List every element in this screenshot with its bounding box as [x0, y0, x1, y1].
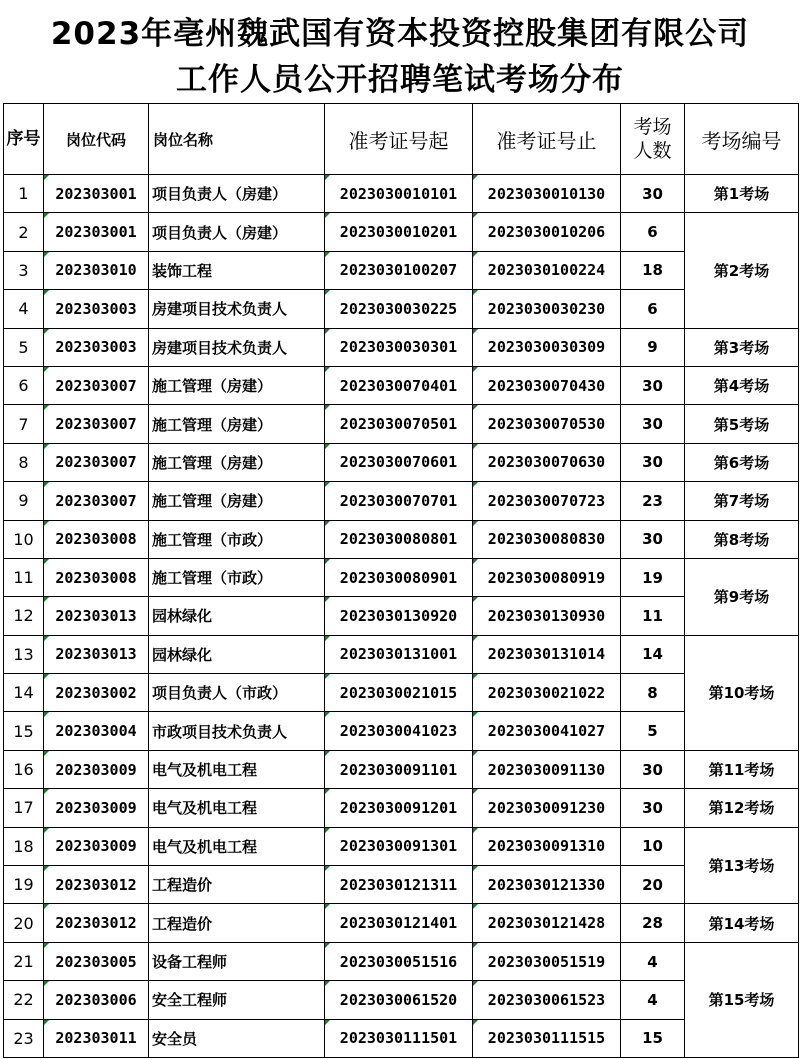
cell-ticket-start: 2023030030225	[325, 290, 473, 328]
cell-seq: 10	[4, 520, 44, 558]
cell-post-code: 202303005	[44, 942, 149, 980]
document-title-line1: 2023年亳州魏武国有资本投资控股集团有限公司	[50, 16, 750, 52]
cell-count: 15	[621, 1019, 685, 1057]
cell-room: 第1考场	[685, 175, 799, 213]
table-row	[4, 904, 799, 942]
cell-seq: 23	[4, 1019, 44, 1057]
cell-seq: 17	[4, 789, 44, 827]
cell-room: 第3考场	[685, 328, 799, 366]
cell-post-code: 202303013	[44, 635, 149, 673]
cell-ticket-start: 2023030080901	[325, 558, 473, 596]
table-row	[4, 674, 799, 712]
cell-ticket-start: 2023030030301	[325, 328, 473, 366]
table-row	[4, 520, 799, 558]
cell-seq: 2	[4, 213, 44, 251]
cell-ticket-start: 2023030091101	[325, 750, 473, 788]
cell-room: 第7考场	[685, 482, 799, 520]
cell-ticket-end: 2023030061523	[473, 981, 621, 1019]
table-row	[4, 789, 799, 827]
table-row	[4, 981, 799, 1019]
cell-ticket-start: 2023030100207	[325, 251, 473, 289]
cell-count: 30	[621, 443, 685, 481]
cell-ticket-end: 2023030010206	[473, 213, 621, 251]
cell-post-name: 安全工程师	[149, 981, 325, 1019]
cell-count: 11	[621, 597, 685, 635]
table-body	[4, 175, 799, 1058]
cell-ticket-end: 2023030100224	[473, 251, 621, 289]
cell-seq: 12	[4, 597, 44, 635]
cell-ticket-end: 2023030080919	[473, 558, 621, 596]
cell-ticket-end: 2023030030309	[473, 328, 621, 366]
cell-seq: 18	[4, 827, 44, 865]
cell-count: 30	[621, 405, 685, 443]
cell-ticket-start: 2023030041023	[325, 712, 473, 750]
cell-ticket-end: 2023030080830	[473, 520, 621, 558]
cell-seq: 11	[4, 558, 44, 596]
cell-post-code: 202303001	[44, 175, 149, 213]
cell-seq: 5	[4, 328, 44, 366]
cell-post-name: 电气及机电工程	[149, 789, 325, 827]
table-row	[4, 213, 799, 251]
table-row	[4, 328, 799, 366]
cell-ticket-end: 2023030010130	[473, 175, 621, 213]
cell-post-name: 工程造价	[149, 904, 325, 942]
cell-post-code: 202303008	[44, 558, 149, 596]
document-title-line2: 工作人员公开招聘笔试考场分布	[176, 62, 624, 98]
cell-ticket-start: 2023030010101	[325, 175, 473, 213]
table-row	[4, 366, 799, 404]
cell-ticket-end: 2023030021022	[473, 674, 621, 712]
cell-post-name: 安全员	[149, 1019, 325, 1057]
cell-ticket-end: 2023030111515	[473, 1019, 621, 1057]
cell-post-name: 房建项目技术负责人	[149, 328, 325, 366]
cell-room: 第6考场	[685, 443, 799, 481]
cell-post-code: 202303011	[44, 1019, 149, 1057]
header-seq: 序号	[4, 104, 44, 175]
cell-ticket-end: 2023030070630	[473, 443, 621, 481]
table-row	[4, 750, 799, 788]
cell-ticket-end: 2023030051519	[473, 942, 621, 980]
cell-count: 5	[621, 712, 685, 750]
cell-ticket-start: 2023030061520	[325, 981, 473, 1019]
cell-count: 6	[621, 213, 685, 251]
cell-ticket-end: 2023030091230	[473, 789, 621, 827]
cell-post-code: 202303001	[44, 213, 149, 251]
exam-room-table	[3, 103, 799, 1058]
cell-ticket-end: 2023030041027	[473, 712, 621, 750]
table-row	[4, 251, 799, 289]
cell-count: 30	[621, 366, 685, 404]
cell-room: 第5考场	[685, 405, 799, 443]
cell-ticket-start: 2023030070501	[325, 405, 473, 443]
cell-room: 第13考场	[685, 827, 799, 904]
cell-seq: 21	[4, 942, 44, 980]
cell-ticket-start: 2023030121311	[325, 866, 473, 904]
cell-post-code: 202303007	[44, 482, 149, 520]
cell-ticket-start: 2023030130920	[325, 597, 473, 635]
cell-post-code: 202303007	[44, 405, 149, 443]
cell-ticket-end: 2023030121330	[473, 866, 621, 904]
header-post-name: 岗位名称	[149, 104, 325, 175]
cell-seq: 20	[4, 904, 44, 942]
cell-post-name: 园林绿化	[149, 597, 325, 635]
cell-ticket-start: 2023030091201	[325, 789, 473, 827]
cell-ticket-end: 2023030030230	[473, 290, 621, 328]
cell-seq: 14	[4, 674, 44, 712]
table-header-row	[4, 104, 799, 175]
cell-post-name: 园林绿化	[149, 635, 325, 673]
cell-ticket-end: 2023030070723	[473, 482, 621, 520]
cell-count: 19	[621, 558, 685, 596]
cell-post-code: 202303012	[44, 904, 149, 942]
cell-post-code: 202303012	[44, 866, 149, 904]
cell-ticket-start: 2023030051516	[325, 942, 473, 980]
cell-post-name: 施工管理（房建）	[149, 405, 325, 443]
cell-count: 10	[621, 827, 685, 865]
cell-count: 6	[621, 290, 685, 328]
cell-ticket-end: 2023030091130	[473, 750, 621, 788]
table-row	[4, 866, 799, 904]
cell-seq: 4	[4, 290, 44, 328]
cell-post-name: 房建项目技术负责人	[149, 290, 325, 328]
cell-seq: 15	[4, 712, 44, 750]
cell-ticket-start: 2023030121401	[325, 904, 473, 942]
cell-post-code: 202303006	[44, 981, 149, 1019]
cell-ticket-start: 2023030070701	[325, 482, 473, 520]
cell-post-code: 202303010	[44, 251, 149, 289]
cell-post-code: 202303008	[44, 520, 149, 558]
cell-count: 30	[621, 789, 685, 827]
cell-post-code: 202303007	[44, 443, 149, 481]
cell-count: 4	[621, 942, 685, 980]
cell-count: 30	[621, 175, 685, 213]
cell-ticket-start: 2023030080801	[325, 520, 473, 558]
cell-count: 28	[621, 904, 685, 942]
cell-seq: 7	[4, 405, 44, 443]
cell-ticket-end: 2023030070530	[473, 405, 621, 443]
table-row	[4, 405, 799, 443]
cell-room: 第9考场	[685, 558, 799, 635]
cell-count: 9	[621, 328, 685, 366]
cell-count: 18	[621, 251, 685, 289]
cell-post-name: 项目负责人（房建）	[149, 175, 325, 213]
cell-post-name: 项目负责人（市政）	[149, 674, 325, 712]
table-row	[4, 290, 799, 328]
cell-post-name: 项目负责人（房建）	[149, 213, 325, 251]
cell-room: 第2考场	[685, 213, 799, 328]
cell-count: 20	[621, 866, 685, 904]
cell-count: 8	[621, 674, 685, 712]
cell-seq: 1	[4, 175, 44, 213]
table-row	[4, 175, 799, 213]
cell-post-code: 202303009	[44, 789, 149, 827]
cell-ticket-start: 2023030131001	[325, 635, 473, 673]
cell-count: 23	[621, 482, 685, 520]
table-row	[4, 482, 799, 520]
table-row	[4, 635, 799, 673]
cell-post-code: 202303009	[44, 827, 149, 865]
cell-ticket-start: 2023030070401	[325, 366, 473, 404]
cell-seq: 9	[4, 482, 44, 520]
cell-post-name: 施工管理（房建）	[149, 482, 325, 520]
cell-ticket-end: 2023030130930	[473, 597, 621, 635]
cell-post-code: 202303002	[44, 674, 149, 712]
table-row	[4, 443, 799, 481]
cell-ticket-start: 2023030021015	[325, 674, 473, 712]
cell-post-code: 202303003	[44, 290, 149, 328]
cell-post-name: 电气及机电工程	[149, 750, 325, 788]
cell-count: 14	[621, 635, 685, 673]
cell-seq: 13	[4, 635, 44, 673]
cell-post-code: 202303009	[44, 750, 149, 788]
table-row	[4, 827, 799, 865]
cell-post-code: 202303007	[44, 366, 149, 404]
cell-room: 第14考场	[685, 904, 799, 942]
cell-post-name: 工程造价	[149, 866, 325, 904]
cell-post-name: 市政项目技术负责人	[149, 712, 325, 750]
table-row	[4, 712, 799, 750]
cell-ticket-start: 2023030091301	[325, 827, 473, 865]
cell-ticket-start: 2023030010201	[325, 213, 473, 251]
table-row	[4, 558, 799, 596]
cell-seq: 19	[4, 866, 44, 904]
cell-post-name: 施工管理（房建）	[149, 443, 325, 481]
cell-ticket-start: 2023030070601	[325, 443, 473, 481]
cell-post-name: 设备工程师	[149, 942, 325, 980]
cell-post-name: 施工管理（房建）	[149, 366, 325, 404]
cell-count: 30	[621, 750, 685, 788]
cell-post-code: 202303003	[44, 328, 149, 366]
cell-room: 第8考场	[685, 520, 799, 558]
header-ticket-start: 准考证号起	[325, 104, 473, 175]
header-ticket-end: 准考证号止	[473, 104, 621, 175]
table-row	[4, 597, 799, 635]
cell-seq: 6	[4, 366, 44, 404]
cell-count: 30	[621, 520, 685, 558]
cell-seq: 8	[4, 443, 44, 481]
cell-post-name: 施工管理（市政）	[149, 520, 325, 558]
cell-ticket-end: 2023030091310	[473, 827, 621, 865]
cell-post-code: 202303013	[44, 597, 149, 635]
cell-post-name: 施工管理（市政）	[149, 558, 325, 596]
cell-seq: 3	[4, 251, 44, 289]
cell-ticket-end: 2023030121428	[473, 904, 621, 942]
header-room: 考场编号	[685, 104, 799, 175]
cell-seq: 16	[4, 750, 44, 788]
cell-room: 第10考场	[685, 635, 799, 750]
cell-ticket-end: 2023030070430	[473, 366, 621, 404]
cell-post-name: 装饰工程	[149, 251, 325, 289]
header-count: 考场人数	[621, 104, 685, 175]
cell-count: 4	[621, 981, 685, 1019]
cell-room: 第4考场	[685, 366, 799, 404]
header-post-code: 岗位代码	[44, 104, 149, 175]
cell-post-code: 202303004	[44, 712, 149, 750]
cell-room: 第11考场	[685, 750, 799, 788]
table-row	[4, 942, 799, 980]
cell-room: 第12考场	[685, 789, 799, 827]
cell-seq: 22	[4, 981, 44, 1019]
table-row	[4, 1019, 799, 1057]
cell-room: 第15考场	[685, 942, 799, 1057]
cell-post-name: 电气及机电工程	[149, 827, 325, 865]
cell-ticket-end: 2023030131014	[473, 635, 621, 673]
cell-ticket-start: 2023030111501	[325, 1019, 473, 1057]
